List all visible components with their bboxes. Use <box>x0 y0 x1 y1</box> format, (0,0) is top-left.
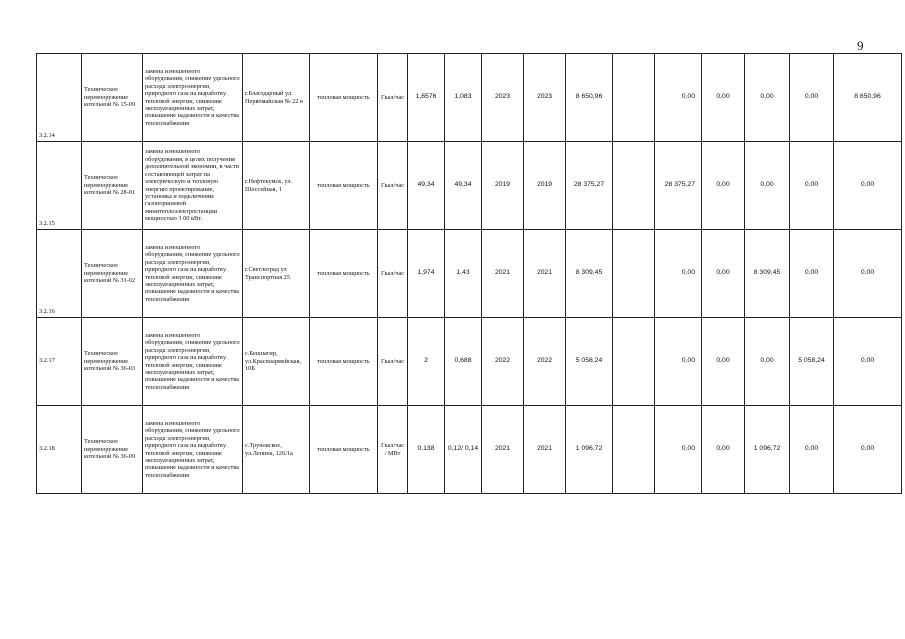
page-number: 9 <box>857 38 864 53</box>
row-start-year: 2021 <box>482 406 524 494</box>
table-row <box>37 230 902 318</box>
row-start-year: 2021 <box>482 230 524 318</box>
row-id: 3.2.17 <box>37 318 82 406</box>
row-before: 1,6576 <box>408 54 445 142</box>
row-cost-col-2: 0,00 <box>655 406 702 494</box>
row-total-cost: 8 650,96 <box>566 54 613 142</box>
row-cost-col-1 <box>613 406 655 494</box>
row-end-year: 2022 <box>524 318 566 406</box>
row-after: 1,43 <box>445 230 482 318</box>
row-cost-col-6: 0,00 <box>834 230 902 318</box>
row-indicator: тепловая мощность <box>310 142 378 230</box>
row-purpose: замена изношенного оборудования, снижение удельного расхода электроэнергии, природного газа на выработку тепловой энергии, снижение эксплуатационных затрат, повышение надежности и качества теплоснабжения <box>143 406 243 494</box>
row-address: г.Нефтекумск, ул. Шоссейная, 1 <box>243 142 310 230</box>
row-cost-col-4: 0,00 <box>745 142 790 230</box>
row-purpose: замена изношенного оборудования, снижение удельного расхода электроэнергии, природного газа на выработку тепловой энергии, снижение эксплуатационных затрат, повышение надежности и качества теплоснабжения <box>143 54 243 142</box>
row-after: 49,34 <box>445 142 482 230</box>
row-cost-col-6: 8 650,96 <box>834 54 902 142</box>
table-body <box>37 54 902 494</box>
row-name: Техническое перевооружение котельной № 36-09 <box>82 406 143 494</box>
row-name: Техническое перевооружение котельной № 28-01 <box>82 142 143 230</box>
row-cost-col-3: 0,00 <box>702 318 745 406</box>
row-cost-col-2: 28 375,27 <box>655 142 702 230</box>
row-after: 0,688 <box>445 318 482 406</box>
row-cost-col-3: 0,00 <box>702 406 745 494</box>
row-purpose: замена изношенного оборудования, снижение удельного расхода электроэнергии, природного газа на выработку тепловой энергии, снижение эксплуатационных затрат, повышение надежности и качества теплоснабжения <box>143 230 243 318</box>
row-cost-col-2: 0,00 <box>655 54 702 142</box>
row-total-cost: 8 309,45 <box>566 230 613 318</box>
row-total-cost: 5 058,24 <box>566 318 613 406</box>
row-cost-col-4: 1 096,72 <box>745 406 790 494</box>
row-cost-col-5: 0,00 <box>790 142 834 230</box>
row-cost-col-1 <box>613 54 655 142</box>
row-cost-col-2: 0,00 <box>655 230 702 318</box>
row-cost-col-5: 5 058,24 <box>790 318 834 406</box>
row-cost-col-1 <box>613 318 655 406</box>
table-row <box>37 54 902 142</box>
row-name: Техническое перевооружение котельной № 36-03 <box>82 318 143 406</box>
row-after: 0,12/ 0,14 <box>445 406 482 494</box>
row-cost-col-5: 0,00 <box>790 230 834 318</box>
row-after: 1,083 <box>445 54 482 142</box>
row-indicator: тепловая мощность <box>310 318 378 406</box>
row-cost-col-5: 0,00 <box>790 54 834 142</box>
row-end-year: 2021 <box>524 406 566 494</box>
row-purpose: замена изношенного оборудования, снижение удельного расхода электроэнергии, природного газа на выработку тепловой энергии, снижение эксплуатационных затрат, повышение надежности и качества теплоснабжения <box>143 318 243 406</box>
row-indicator: тепловая мощность <box>310 230 378 318</box>
row-unit: Гкал/час / МВт <box>378 406 408 494</box>
row-id: 3.2.15 <box>37 142 82 230</box>
table-row <box>37 318 902 406</box>
row-unit: Гкал/час <box>378 230 408 318</box>
row-cost-col-6: 0,00 <box>834 318 902 406</box>
row-unit: Гкал/час <box>378 54 408 142</box>
row-total-cost: 28 375,27 <box>566 142 613 230</box>
row-cost-col-6: 0,00 <box>834 142 902 230</box>
row-cost-col-4: 0,00 <box>745 318 790 406</box>
row-cost-col-6: 0,00 <box>834 406 902 494</box>
row-cost-col-3: 0,00 <box>702 54 745 142</box>
row-id: 3.2.18 <box>37 406 82 494</box>
row-purpose: замена изношенного оборудования, в целях получения дополнительной экономии, в части составляющей затрат на электрическую и тепловую энергию проектирование, установка и подключение газопоршневой минитеплоэлектростанции мощностью 3 00 кВт. <box>143 142 243 230</box>
row-end-year: 2021 <box>524 230 566 318</box>
row-cost-col-2: 0,00 <box>655 318 702 406</box>
row-before: 2 <box>408 318 445 406</box>
row-before: 0,138 <box>408 406 445 494</box>
row-total-cost: 1 096,72 <box>566 406 613 494</box>
row-cost-col-3: 0,00 <box>702 230 745 318</box>
investment-table <box>36 53 902 494</box>
row-unit: Гкал/час <box>378 318 408 406</box>
row-cost-col-4: 0,00 <box>745 54 790 142</box>
row-address: г.Светлоград ул Транспортная 25 <box>243 230 310 318</box>
row-id: 3.2.16 <box>37 230 82 318</box>
row-cost-col-4: 8 309,45 <box>745 230 790 318</box>
row-indicator: тепловая мощность <box>310 54 378 142</box>
row-end-year: 2019 <box>524 142 566 230</box>
table-row <box>37 406 902 494</box>
row-name: Техническое перевооружение котельной № 31-02 <box>82 230 143 318</box>
row-address: г.Благодарный ул. Первомайская № 22 в <box>243 54 310 142</box>
row-address: с.Труновское, ул.Ленина, 126/1а <box>243 406 310 494</box>
row-start-year: 2019 <box>482 142 524 230</box>
row-start-year: 2022 <box>482 318 524 406</box>
row-cost-col-1 <box>613 142 655 230</box>
row-name: Техническое перевооружение котельной № 15-09 <box>82 54 143 142</box>
row-before: 1,974 <box>408 230 445 318</box>
table-row <box>37 142 902 230</box>
row-start-year: 2023 <box>482 54 524 142</box>
row-cost-col-3: 0,00 <box>702 142 745 230</box>
row-address: с.Бешпагир, ул.Красноармейская, 10Б <box>243 318 310 406</box>
row-end-year: 2023 <box>524 54 566 142</box>
row-before: 49,34 <box>408 142 445 230</box>
row-indicator: тепловая мощность <box>310 406 378 494</box>
row-cost-col-5: 0,00 <box>790 406 834 494</box>
row-unit: Гкал/час <box>378 142 408 230</box>
row-id: 3.2.14 <box>37 54 82 142</box>
row-cost-col-1 <box>613 230 655 318</box>
